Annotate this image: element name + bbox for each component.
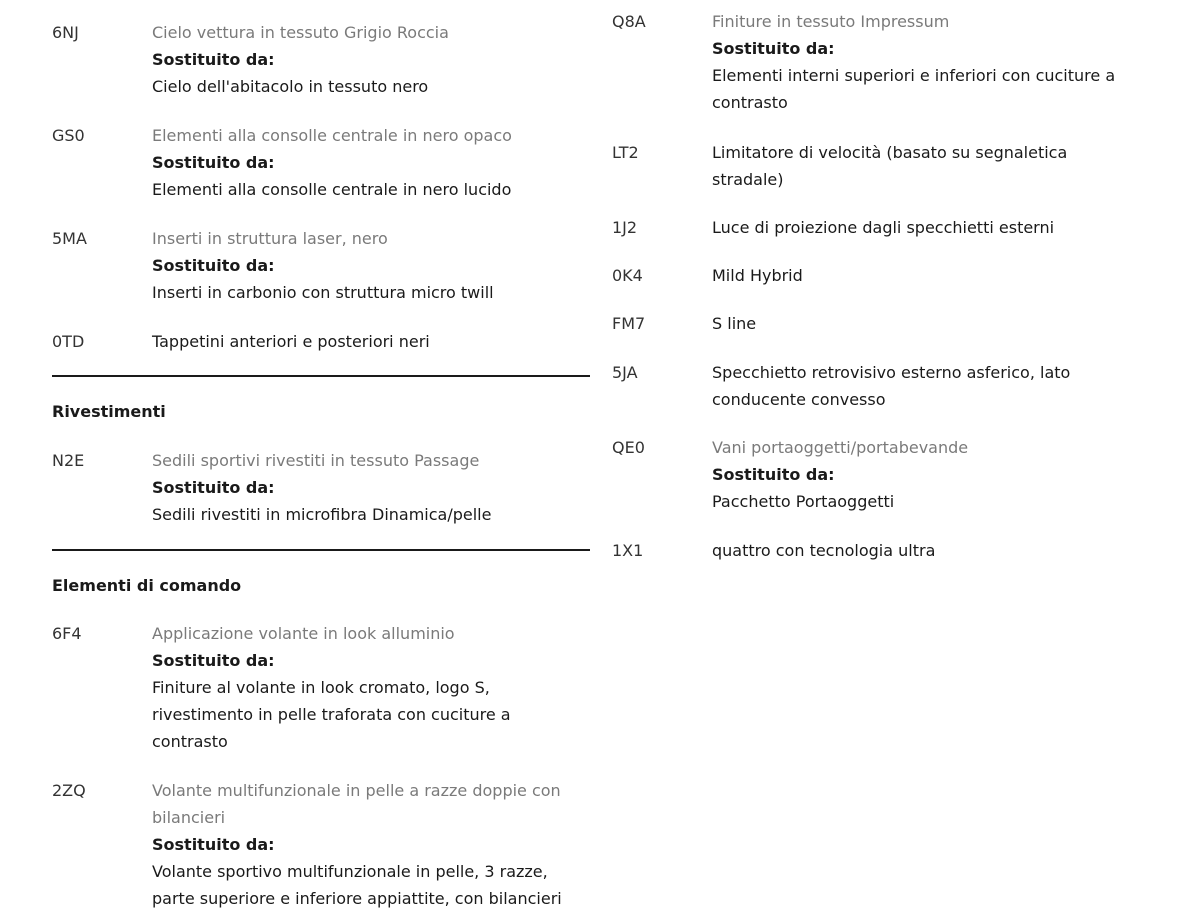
- option-code: 0K4: [612, 266, 643, 285]
- replacement-item-line: contrasto: [152, 732, 228, 751]
- original-item-line: Volante multifunzionale in pelle a razze doppie con: [152, 781, 561, 800]
- original-item-line: bilancieri: [152, 808, 226, 827]
- replaced-by-label: Sostituito da:: [152, 478, 275, 497]
- item-text: Tappetini anteriori e posteriori neri: [152, 332, 430, 351]
- option-code: N2E: [52, 451, 85, 470]
- section-title-rivestimenti: Rivestimenti: [52, 402, 166, 421]
- original-item: Elementi alla consolle centrale in nero opaco: [152, 126, 512, 145]
- replacement-item-line: parte superiore e inferiore appiattite, con bilancieri: [152, 889, 562, 908]
- option-code: 0TD: [52, 332, 85, 351]
- original-item: Vani portaoggetti/portabevande: [712, 438, 969, 457]
- item-text-line: Luce di proiezione dagli specchietti esterni: [712, 218, 1055, 237]
- replaced-by-label: Sostituito da:: [152, 835, 275, 854]
- section-divider: [52, 549, 590, 551]
- replacement-item-line: rivestimento in pelle traforata con cuciture a: [152, 705, 511, 724]
- option-code: 5JA: [612, 363, 638, 382]
- option-code: 6F4: [52, 624, 82, 643]
- item-text-line: Limitatore di velocità (basato su segnaletica: [712, 143, 1068, 162]
- option-code: Q8A: [612, 12, 646, 31]
- replaced-by-label: Sostituito da:: [152, 50, 275, 69]
- replaced-by-label: Sostituito da:: [152, 651, 275, 670]
- option-code: LT2: [612, 143, 639, 162]
- original-item: Sedili sportivi rivestiti in tessuto Passage: [152, 451, 480, 470]
- replacement-item-line: Elementi interni superiori e inferiori con cuciture a: [712, 66, 1116, 85]
- original-item: Applicazione volante in look alluminio: [152, 624, 455, 643]
- item-text-line: stradale): [712, 170, 784, 189]
- item-text-line: conducente convesso: [712, 390, 886, 409]
- replacement-item: Inserti in carbonio con struttura micro twill: [152, 283, 494, 302]
- section-divider: [52, 375, 590, 377]
- option-code: QE0: [612, 438, 645, 457]
- replacement-item: Sedili rivestiti in microfibra Dinamica/pelle: [152, 505, 492, 524]
- replacement-item-line: contrasto: [712, 93, 788, 112]
- replacement-item-line: Volante sportivo multifunzionale in pelle, 3 razze,: [152, 862, 548, 881]
- replaced-by-label: Sostituito da:: [712, 39, 835, 58]
- replacement-item: Elementi alla consolle centrale in nero lucido: [152, 180, 512, 199]
- option-code: FM7: [612, 314, 646, 333]
- option-code: 1X1: [612, 541, 644, 560]
- replacement-item: Cielo dell'abitacolo in tessuto nero: [152, 77, 429, 96]
- option-code: 6NJ: [52, 23, 79, 42]
- section-title-comando: Elementi di comando: [52, 576, 242, 595]
- original-item: Inserti in struttura laser, nero: [152, 229, 388, 248]
- option-code: 1J2: [612, 218, 638, 237]
- replaced-by-label: Sostituito da:: [712, 465, 835, 484]
- replaced-by-label: Sostituito da:: [152, 256, 275, 275]
- option-code: GS0: [52, 126, 85, 145]
- original-item: Finiture in tessuto Impressum: [712, 12, 950, 31]
- item-text-line: Mild Hybrid: [712, 266, 803, 285]
- original-item: Cielo vettura in tessuto Grigio Roccia: [152, 23, 449, 42]
- replaced-by-label: Sostituito da:: [152, 153, 275, 172]
- item-text-line: Specchietto retrovisivo esterno asferico, lato: [712, 363, 1071, 382]
- option-code: 2ZQ: [52, 781, 86, 800]
- replacement-item-line: Finiture al volante in look cromato, logo S,: [152, 678, 490, 697]
- item-text-line: S line: [712, 314, 757, 333]
- option-code: 5MA: [52, 229, 87, 248]
- replacement-item-line: Pacchetto Portaoggetti: [712, 492, 895, 511]
- item-text-line: quattro con tecnologia ultra: [712, 541, 936, 560]
